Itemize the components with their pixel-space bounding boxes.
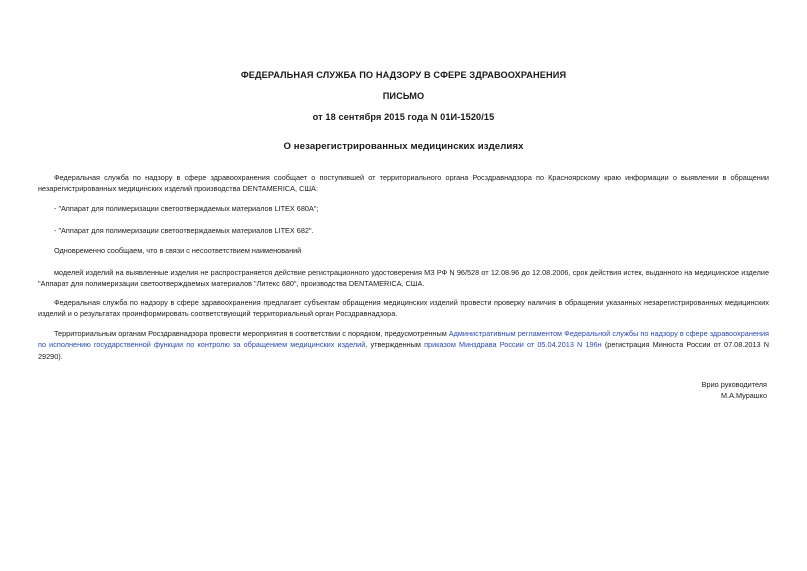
instructions-text-3: (регистрация Минюста России от 07.08.2013 N 29290).: [38, 340, 769, 361]
signature-name: М.А.Мурашко: [720, 391, 767, 400]
document-subject: О незарегистрированных медицинских изделиях: [283, 141, 524, 152]
order-link[interactable]: приказом Минздрава России от 05.04.2013 N 196н: [424, 340, 602, 350]
paragraph-item-1: - "Аппарат для полимеризации светоотверждаемых материалов LITEX 680A";: [54, 204, 319, 213]
instructions-text-1: Территориальным органам Росздравнадзора провести мероприятия в соответствии с порядком, предусмотренным: [54, 329, 449, 338]
paragraph-proposal: Федеральная служба по надзору в сфере здравоохранения предлагает субъектам обращения медицинских изделий провести проверку наличия в обращении указанных незарегистрированных медицинских изделий и о результатах проинформировать соответствующий территориальный орган Росздравнадзора.: [38, 298, 769, 319]
paragraph-registration: моделей изделий на выявленные изделия не распространяется действие регистрационного удостоверения МЗ РФ N 96/528 от 12.08.96 до 12.08.2006, срок действия истек, выданного на медицинское изделие "Аппарат для полимеризации светоотверждаемых материалов "Литекс 680", производства DENTAMERICA, США.: [38, 268, 769, 289]
paragraph-notice: Одновременно сообщаем, что в связи с несоответствием наименований: [54, 246, 302, 255]
signature-title: Врио руководителя: [701, 380, 767, 389]
agency-title: ФЕДЕРАЛЬНАЯ СЛУЖБА ПО НАДЗОРУ В СФЕРЕ ЗДРАВООХРАНЕНИЯ: [240, 70, 567, 80]
instructions-text-2: , утвержденным: [365, 340, 425, 350]
paragraph-instructions: [38, 328, 769, 362]
regulation-link[interactable]: Административным регламентом Федеральной службы по надзору в сфере здравоохранения по исполнению государственной функции по контролю за обращением медицинских изделий: [38, 329, 769, 350]
paragraph-item-2: - "Аппарат для полимеризации светоотверждаемых материалов LITEX 682".: [54, 226, 314, 235]
document-date-number: от 18 сентября 2015 года N 01И-1520/15: [312, 112, 495, 122]
document-type: ПИСЬМО: [382, 91, 425, 101]
paragraph-intro: Федеральная служба по надзору в сфере здравоохранения сообщает о поступившей от территориального органа Росздравнадзора по Красноярскому краю информации о выявлении в обращении незарегистрированных медицинских изделий производства DENTAMERICA, США:: [38, 173, 769, 194]
